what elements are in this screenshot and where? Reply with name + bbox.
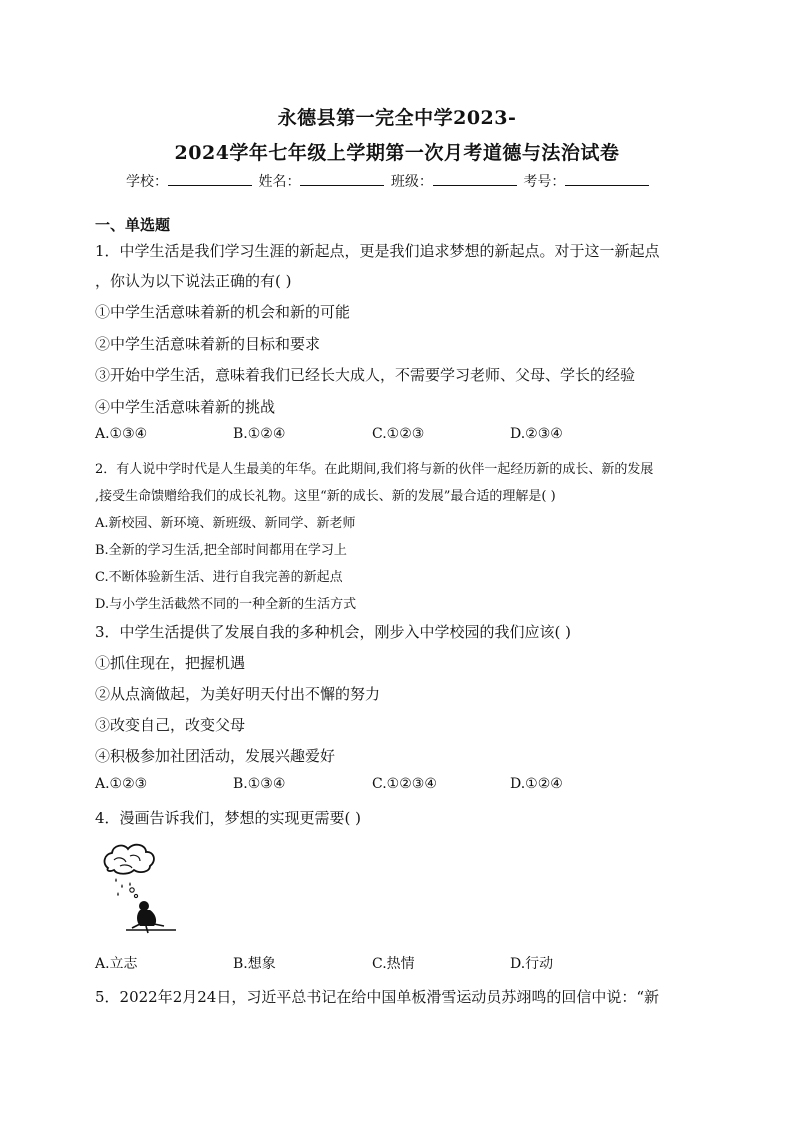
q4-option-d[interactable]: D.行动	[510, 956, 554, 972]
q3-option-b[interactable]: B.①③④	[233, 776, 286, 792]
q3-option-c[interactable]: C.①②③④	[372, 776, 437, 792]
q3-option-d[interactable]: D.①②④	[510, 776, 563, 792]
q3-item-4: ④积极参加社团活动，发展兴趣爱好	[95, 747, 336, 765]
section-title: 一、单选题	[95, 216, 171, 234]
q4-stem: 4．漫画告诉我们，梦想的实现更需要( )	[95, 809, 362, 827]
name-blank[interactable]	[300, 172, 384, 186]
q2-stem-line1: 2．有人说中学时代是人生最美的年华。在此期间,我们将与新的伙伴一起经历新的成长、新的发展	[95, 462, 654, 477]
q3-item-2: ②从点滴做起，为美好明天付出不懈的努力	[95, 685, 381, 703]
q5-stem: 5．2022年2月24日，习近平总书记在给中国单板滑雪运动员苏翊鸣的回信中说：“新	[95, 988, 660, 1006]
name-label: 姓名：	[258, 174, 301, 190]
q1-item-4: ④中学生活意味着新的挑战	[95, 398, 276, 416]
q3-option-a[interactable]: A.①②③	[95, 776, 148, 792]
q2-option-c[interactable]: C.不断体验新生活、进行自我完善的新起点	[95, 570, 343, 585]
exam-title-line2: 2024学年七年级上学期第一次月考道德与法治试卷	[174, 142, 620, 164]
q1-option-a[interactable]: A.①③④	[95, 426, 148, 442]
q2-option-b[interactable]: B.全新的学习生活,把全部时间都用在学习上	[95, 543, 347, 558]
q1-option-c[interactable]: C.①②③	[372, 426, 425, 442]
q4-option-b[interactable]: B.想象	[233, 956, 276, 972]
q1-stem-line2: ，你认为以下说法正确的有( )	[95, 272, 292, 290]
q2-stem-line2: ,接受生命馈赠给我们的成长礼物。这里“新的成长、新的发展”最合适的理解是( )	[95, 489, 556, 504]
exam-number-blank[interactable]	[565, 172, 649, 186]
exam-title-line1: 永德县第一完全中学2023-	[277, 107, 517, 129]
class-blank[interactable]	[433, 172, 517, 186]
q2-option-d[interactable]: D.与小学生活截然不同的一种全新的生活方式	[95, 597, 357, 612]
q1-option-b[interactable]: B.①②④	[233, 426, 286, 442]
q3-item-1: ①抓住现在，把握机遇	[95, 654, 246, 672]
q1-item-2: ②中学生活意味着新的目标和要求	[95, 335, 321, 353]
q3-stem: 3．中学生活提供了发展自我的多种机会，刚步入中学校园的我们应该( )	[95, 623, 572, 641]
q1-item-3: ③开始中学生活，意味着我们已经长大成人，不需要学习老师、父母、学长的经验	[95, 366, 636, 384]
q3-item-3: ③改变自己，改变父母	[95, 716, 246, 734]
school-label: 学校：	[126, 174, 168, 190]
q1-option-d[interactable]: D.②③④	[510, 426, 563, 442]
q1-item-1: ①中学生活意味着新的机会和新的可能	[95, 303, 351, 321]
q4-option-a[interactable]: A.立志	[95, 956, 138, 972]
student-info-row	[126, 171, 651, 191]
class-label: 班级：	[390, 174, 433, 190]
q1-stem-line1: 1．中学生活是我们学习生涯的新起点，更是我们追求梦想的新起点。对于这一新起点	[95, 242, 660, 260]
q4-option-c[interactable]: C.热情	[372, 956, 415, 972]
dream-cartoon-illustration	[100, 838, 180, 938]
q2-option-a[interactable]: A.新校园、新环境、新班级、新同学、新老师	[95, 516, 356, 531]
exam-number-label: 考号：	[523, 174, 566, 190]
school-blank[interactable]	[168, 172, 252, 186]
